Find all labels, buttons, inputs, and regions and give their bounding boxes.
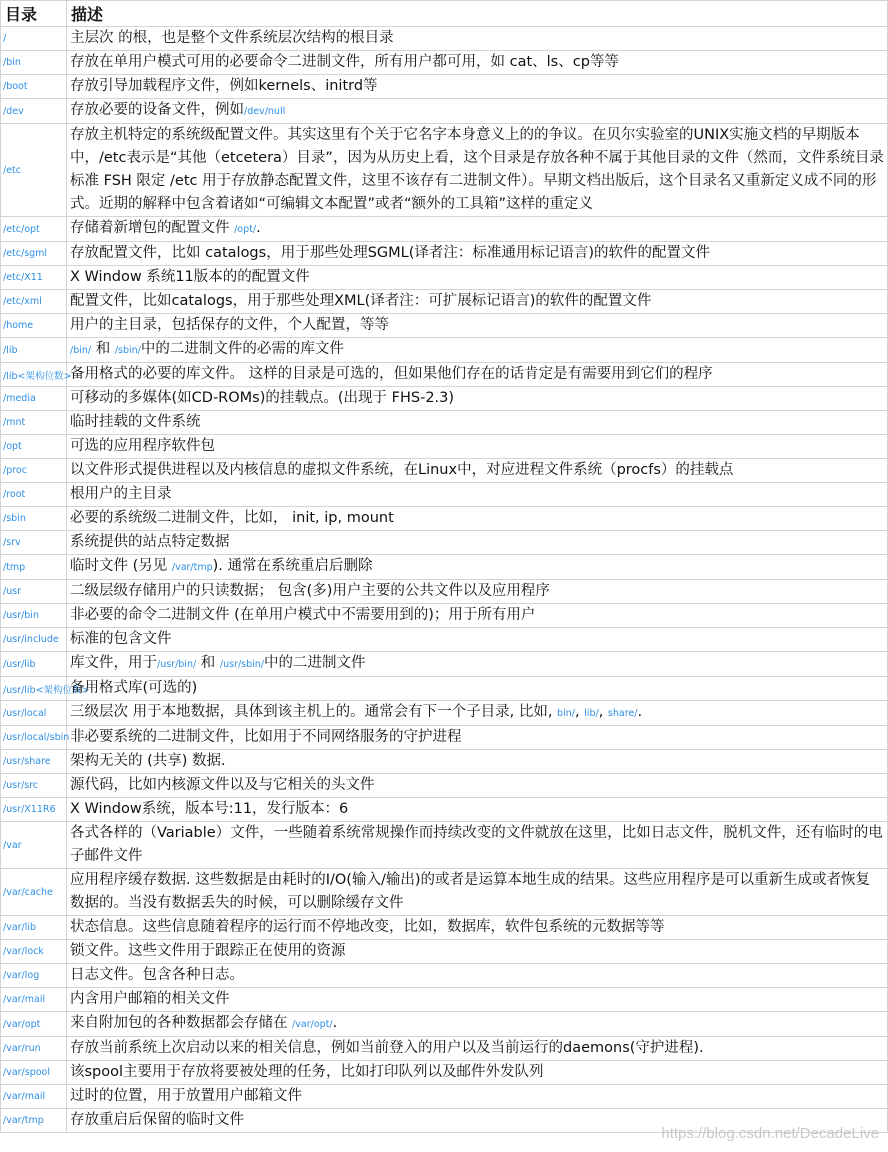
path-reference: /var/opt/ <box>292 1019 333 1030</box>
table-row <box>1 1061 888 1085</box>
directory-path: /root <box>1 483 67 507</box>
table-row <box>1 798 888 822</box>
description-text: X Window 系统11版本的的配置文件 <box>70 269 310 285</box>
description-text: 存放引导加载程序文件，例如kernels、initrd等 <box>70 78 378 94</box>
path-reference: /sbin/ <box>114 345 141 356</box>
directory-path: /proc <box>1 459 67 483</box>
directory-description <box>67 1012 888 1037</box>
description-text: 锁文件。这些文件用于跟踪正在使用的资源 <box>70 943 346 959</box>
directory-description <box>67 363 888 387</box>
description-text: 中的二进制文件 <box>264 655 366 671</box>
path-reference: /usr/sbin/ <box>219 659 265 670</box>
description-text: 存放必要的设备文件，例如 <box>70 102 244 118</box>
table-row <box>1 314 888 338</box>
table-row <box>1 483 888 507</box>
table-row <box>1 628 888 652</box>
table-row <box>1 750 888 774</box>
directory-description <box>67 988 888 1012</box>
directory-path: /var/spool <box>1 1061 67 1085</box>
directory-description <box>67 628 888 652</box>
table-header-row <box>1 1 888 27</box>
directory-path: /etc/opt <box>1 217 67 242</box>
table-row <box>1 964 888 988</box>
directory-description <box>67 459 888 483</box>
table-row <box>1 1012 888 1037</box>
directory-description <box>67 290 888 314</box>
directory-path: /usr/src <box>1 774 67 798</box>
directory-path: /var <box>1 822 67 869</box>
table-row <box>1 99 888 124</box>
directory-description <box>67 338 888 363</box>
directory-path: /usr/lib <box>1 652 67 677</box>
directory-path: /lib <box>1 338 67 363</box>
directory-description <box>67 555 888 580</box>
directory-description <box>67 750 888 774</box>
directory-path: /usr/local <box>1 701 67 726</box>
directory-description <box>67 266 888 290</box>
table-row <box>1 27 888 51</box>
directory-path: /usr/local/sbin <box>1 726 67 750</box>
table-row <box>1 242 888 266</box>
directory-description <box>67 483 888 507</box>
table-row <box>1 363 888 387</box>
description-text: 存放配置文件，比如 catalogs，用于那些处理SGML(译者注：标准通用标记语言)的软件的配置文件 <box>70 245 711 261</box>
path-reference: bin/ <box>557 708 575 719</box>
description-text: 二级层级存储用户的只读数据； 包含(多)用户主要的公共文件以及应用程序 <box>70 583 550 599</box>
description-text: X Window系统，版本号:11，发行版本：6 <box>70 801 349 817</box>
directory-description <box>67 652 888 677</box>
description-text: 应用程序缓存数据. 这些数据是由耗时的I/O(输入/输出)的或者是运算本地生成的结果。这些应用程序是可以重新生成或者恢复数据的。当没有数据丢失的时候，可以删除缓存文件 <box>70 872 870 911</box>
table-row <box>1 726 888 750</box>
directory-path: /usr/bin <box>1 604 67 628</box>
description-text: 标准的包含文件 <box>70 631 172 647</box>
directory-path: /var/log <box>1 964 67 988</box>
description-text: 可移动的多媒体(如CD-ROMs)的挂载点。(出现于 FHS-2.3) <box>70 390 455 406</box>
table-row <box>1 652 888 677</box>
table-row <box>1 459 888 483</box>
description-text: 备用格式的必要的库文件。 这样的目录是可选的，但如果他们存在的话肯定是有需要用到它们的程序 <box>70 366 713 382</box>
table-row <box>1 411 888 435</box>
path-reference: share/ <box>607 708 638 719</box>
description-text: 过时的位置，用于放置用户邮箱文件 <box>70 1088 302 1104</box>
description-text: . <box>637 704 643 720</box>
directory-path: /var/mail <box>1 988 67 1012</box>
table-row <box>1 435 888 459</box>
directory-path: /var/run <box>1 1037 67 1061</box>
directory-description <box>67 580 888 604</box>
description-text: 配置文件，比如catalogs，用于那些处理XML(译者注：可扩展标记语言)的软件的配置文件 <box>70 293 652 309</box>
directory-path: /sbin <box>1 507 67 531</box>
path-reference: /opt/ <box>234 224 257 235</box>
description-text: 和 <box>196 655 220 671</box>
description-text: 以文件形式提供进程以及内核信息的虚拟文件系统，在Linux中，对应进程文件系统（procfs）的挂载点 <box>70 462 734 478</box>
description-text: 存放当前系统上次启动以来的相关信息，例如当前登入的用户以及当前运行的daemons(守护进程). <box>70 1040 704 1056</box>
table-row <box>1 290 888 314</box>
table-row <box>1 507 888 531</box>
table-row <box>1 869 888 916</box>
directory-path: /dev <box>1 99 67 124</box>
directory-description <box>67 124 888 217</box>
table-row <box>1 338 888 363</box>
directory-path: /boot <box>1 75 67 99</box>
description-text: 存放主机特定的系统级配置文件。其实这里有个关于它名字本身意义上的的争议。在贝尔实验室的UNIX实施文档的早期版本中，/etc表示是“其他（etcetera）目录”，因为从历史上看，这个目录是存放各种不属于其他目录的文件（然而，文件系统目录标准 FSH 限定 /etc 用于存放静态配置文件，这里不该存有二进制文件）。早期文档出版后，这个目录名又重新定义成不同的形式。近期的解释中包含着诸如“可编辑文本配置”或者“额外的工具箱”这样的重定义 <box>70 127 884 212</box>
directory-path: /usr/X11R6 <box>1 798 67 822</box>
directory-description <box>67 774 888 798</box>
description-text: 源代码，比如内核源文件以及与它相关的头文件 <box>70 777 375 793</box>
directory-description <box>67 387 888 411</box>
directory-path: /bin <box>1 51 67 75</box>
table-row <box>1 266 888 290</box>
directory-path: /srv <box>1 531 67 555</box>
directory-path: /lib<架构位数> <box>1 363 67 387</box>
table-row <box>1 75 888 99</box>
directory-description <box>67 798 888 822</box>
directory-description <box>67 217 888 242</box>
table-row <box>1 940 888 964</box>
directory-description <box>67 1085 888 1109</box>
description-text: 三级层次 用于本地数据，具体到该主机上的。通常会有下一个子目录, 比如, <box>70 704 558 720</box>
directory-path: /media <box>1 387 67 411</box>
directory-path: /etc/X11 <box>1 266 67 290</box>
directory-description <box>67 99 888 124</box>
directory-path: /usr <box>1 580 67 604</box>
directory-path: /etc/xml <box>1 290 67 314</box>
directory-description <box>67 314 888 338</box>
directory-description <box>67 531 888 555</box>
description-text: . <box>256 220 261 236</box>
description-text: 可选的应用程序软件包 <box>70 438 215 454</box>
table-row <box>1 1085 888 1109</box>
directory-description <box>67 726 888 750</box>
table-row <box>1 387 888 411</box>
directory-description <box>67 242 888 266</box>
description-text: 临时文件 (另见 <box>70 558 172 574</box>
description-text: 非必要系统的二进制文件，比如用于不同网络服务的守护进程 <box>70 729 462 745</box>
directory-description <box>67 677 888 701</box>
directory-description <box>67 435 888 459</box>
directory-path: /opt <box>1 435 67 459</box>
path-reference: /usr/bin/ <box>157 659 197 670</box>
directory-path: /var/lock <box>1 940 67 964</box>
directory-description <box>67 916 888 940</box>
description-text: 和 <box>91 341 115 357</box>
description-text: ). 通常在系统重启后删除 <box>212 558 373 574</box>
description-text: 各式各样的（Variable）文件，一些随着系统常规操作而持续改变的文件就放在这里，比如日志文件，脱机文件，还有临时的电子邮件文件 <box>70 825 883 864</box>
directory-path: /var/cache <box>1 869 67 916</box>
table-row <box>1 701 888 726</box>
directory-path: /home <box>1 314 67 338</box>
table-row <box>1 822 888 869</box>
directory-description <box>67 964 888 988</box>
directory-description <box>67 1037 888 1061</box>
directory-description <box>67 604 888 628</box>
table-row <box>1 531 888 555</box>
path-reference: lib/ <box>584 708 599 719</box>
directory-path: / <box>1 27 67 51</box>
table-row <box>1 677 888 701</box>
description-text: 存储着新增包的配置文件 <box>70 220 235 236</box>
description-text: 备用格式库(可选的) <box>70 680 198 696</box>
table-row <box>1 988 888 1012</box>
directory-description <box>67 27 888 51</box>
directory-description <box>67 701 888 726</box>
description-text: 该spool主要用于存放将要被处理的任务，比如打印队列以及邮件外发队列 <box>70 1064 544 1080</box>
description-text: 用户的主目录，包括保存的文件，个人配置，等等 <box>70 317 389 333</box>
description-text: , <box>598 704 608 720</box>
description-text: 日志文件。包含各种日志。 <box>70 967 244 983</box>
directory-path: /var/lib <box>1 916 67 940</box>
description-text: 库文件，用于 <box>70 655 157 671</box>
table-row <box>1 217 888 242</box>
description-text: 系统提供的站点特定数据 <box>70 534 230 550</box>
description-text: 来自附加包的各种数据都会存储在 <box>70 1015 293 1031</box>
table-row <box>1 604 888 628</box>
path-reference: /var/tmp <box>171 562 213 573</box>
directory-description <box>67 822 888 869</box>
directory-path: /mnt <box>1 411 67 435</box>
directory-path: /var/opt <box>1 1012 67 1037</box>
directory-path: /var/mail <box>1 1085 67 1109</box>
directory-path: /var/tmp <box>1 1109 67 1133</box>
description-text: . <box>332 1015 338 1031</box>
table-row <box>1 124 888 217</box>
description-text: 存放重启后保留的临时文件 <box>70 1112 244 1128</box>
table-row <box>1 774 888 798</box>
description-text: 非必要的命令二进制文件 (在单用户模式中不需要用到的)；用于所有用户 <box>70 607 536 623</box>
table-row <box>1 51 888 75</box>
description-text: 根用户的主目录 <box>70 486 172 502</box>
directory-description <box>67 507 888 531</box>
directory-description <box>67 411 888 435</box>
description-text: 内含用户邮箱的相关文件 <box>70 991 230 1007</box>
directory-description <box>67 51 888 75</box>
directory-path: /usr/include <box>1 628 67 652</box>
directory-description <box>67 869 888 916</box>
directory-path: /etc/sgml <box>1 242 67 266</box>
table-row <box>1 1037 888 1061</box>
column-header-description: 描述 <box>67 1 888 27</box>
directory-description <box>67 940 888 964</box>
directory-path: /etc <box>1 124 67 217</box>
directory-path: /usr/share <box>1 750 67 774</box>
directory-path: /usr/lib<架构位数> <box>1 677 67 701</box>
table-row <box>1 555 888 580</box>
description-text: 架构无关的 (共享) 数据. <box>70 753 226 769</box>
table-body <box>1 27 888 1133</box>
column-header-directory: 目录 <box>1 1 67 27</box>
directory-description <box>67 75 888 99</box>
directory-description <box>67 1061 888 1085</box>
path-reference: /bin/ <box>70 345 92 356</box>
description-text: 必要的系统级二进制文件，比如， init, ip, mount <box>70 510 394 526</box>
description-text: , <box>574 704 585 720</box>
description-text: 主层次 的根，也是整个文件系统层次结构的根目录 <box>70 30 394 46</box>
description-text: 中的二进制文件的必需的库文件 <box>140 341 344 357</box>
description-text: 存放在单用户模式可用的必要命令二进制文件，所有用户都可用，如 cat、ls、cp等等 <box>70 54 619 70</box>
table-row <box>1 580 888 604</box>
table-row <box>1 916 888 940</box>
description-text: 临时挂载的文件系统 <box>70 414 201 430</box>
description-text: 状态信息。这些信息随着程序的运行而不停地改变，比如，数据库，软件包系统的元数据等等 <box>70 919 665 935</box>
directory-path: /tmp <box>1 555 67 580</box>
watermark: https://blog.csdn.net/DecadeLive <box>661 1125 879 1142</box>
path-reference: /dev/null <box>244 106 286 117</box>
